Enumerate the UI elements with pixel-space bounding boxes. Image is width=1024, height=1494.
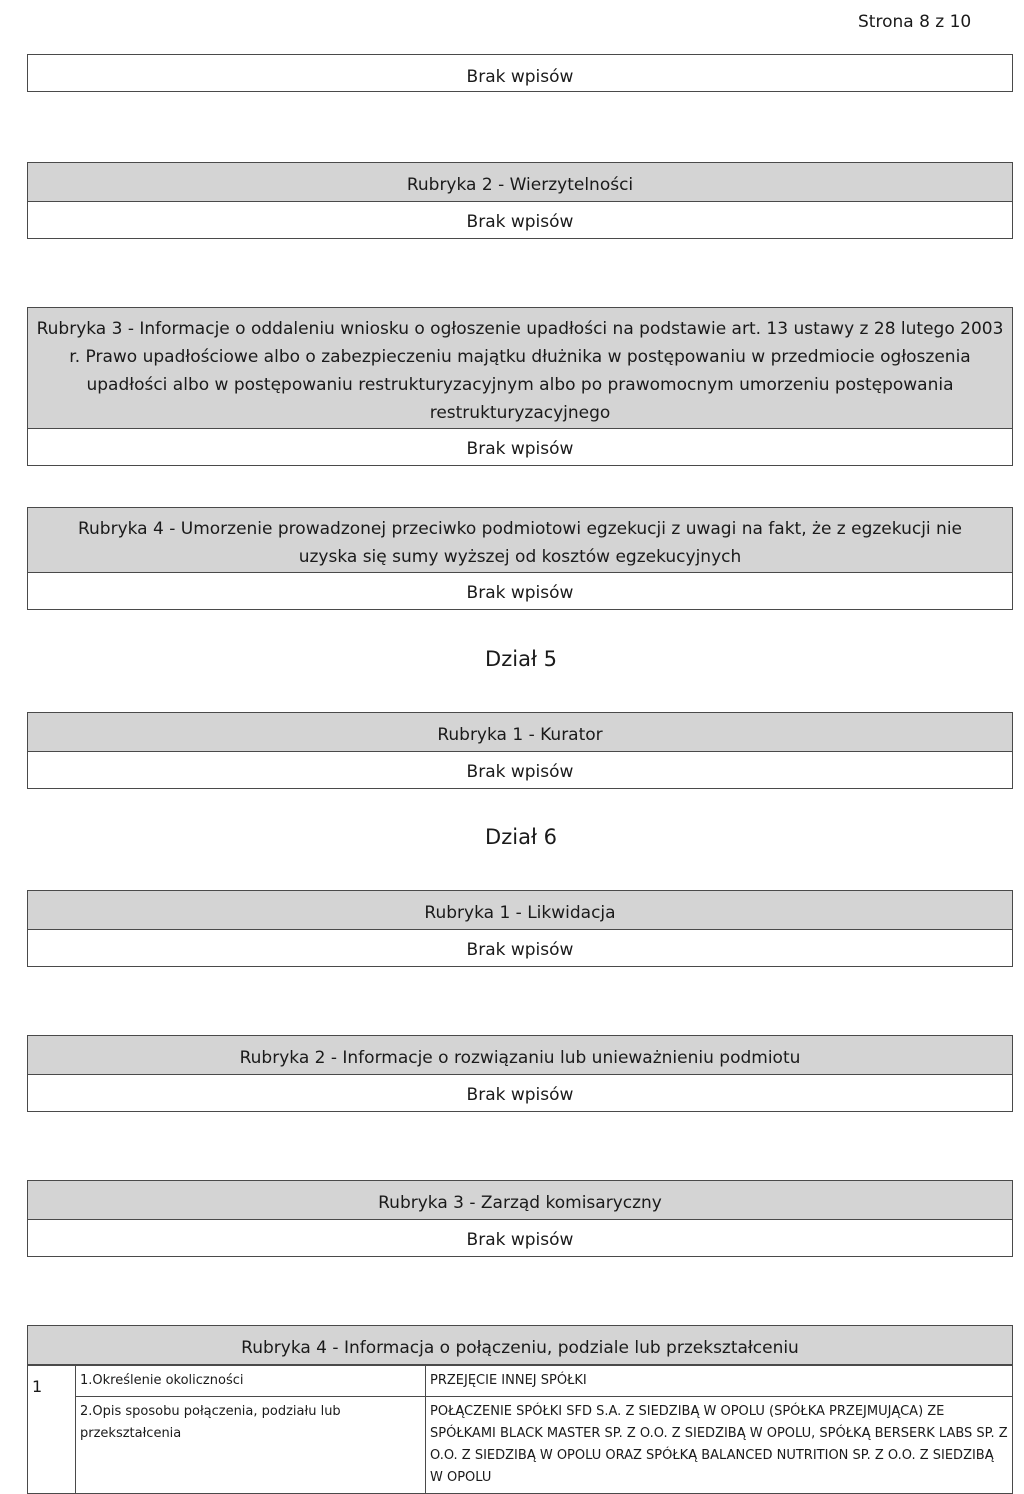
empty-label: Brak wpisów xyxy=(466,67,574,87)
section-header: Rubryka 1 - Kurator xyxy=(28,713,1012,752)
table-row xyxy=(28,1397,1012,1494)
table-row xyxy=(28,1366,1012,1397)
section-header: Rubryka 4 - Informacja o połączeniu, podziale lub przekształceniu xyxy=(28,1326,1012,1365)
field-label: 1.Określenie okoliczności xyxy=(76,1366,426,1397)
section-zarzad-komisaryczny xyxy=(27,1180,1013,1257)
empty-label: Brak wpisów xyxy=(466,1085,574,1105)
empty-label: Brak wpisów xyxy=(466,212,574,232)
section-polaczenie xyxy=(27,1325,1013,1494)
empty-entry-box xyxy=(27,54,1013,92)
empty-label: Brak wpisów xyxy=(466,583,574,603)
section-oddalenie-wniosku xyxy=(27,307,1013,466)
field-value: POŁĄCZENIE SPÓŁKI SFD S.A. Z SIEDZIBĄ W OPOLU (SPÓŁKA PRZEJMUJĄCA) ZE SPÓŁKAMI BLACK MASTER SP. Z O.O. Z SIEDZIBĄ W OPOLU, SPÓŁKĄ BERSERK LABS SP. Z O.O. Z SIEDZIBĄ W OPOLU ORAZ SPÓŁKĄ BALANCED NUTRITION SP. Z O.O. Z SIEDZIBĄ W OPOLU xyxy=(426,1397,1013,1494)
page-number: Strona 8 z 10 xyxy=(858,12,972,32)
empty-label: Brak wpisów xyxy=(466,940,574,960)
entry-number: 1 xyxy=(28,1366,76,1494)
section-header: Rubryka 3 - Informacje o oddaleniu wniosku o ogłoszenie upadłości na podstawie art. 13 ustawy z 28 lutego 2003 r. Prawo upadłościowe albo o zabezpieczeniu majątku dłużnika w postępowaniu w przedmiocie ogłoszenia upadłości albo w postępowaniu restrukturyzacyjnym albo po prawomocnym umorzeniu postępowania restrukturyzacyjnego xyxy=(28,308,1012,429)
empty-label: Brak wpisów xyxy=(466,439,574,459)
dzial-6-heading: Dział 6 xyxy=(485,825,557,849)
empty-label: Brak wpisów xyxy=(466,762,574,782)
merger-table xyxy=(28,1365,1012,1494)
dzial-5-heading: Dział 5 xyxy=(485,647,557,671)
section-header: Rubryka 2 - Informacje o rozwiązaniu lub unieważnieniu podmiotu xyxy=(28,1036,1012,1075)
section-rozwiazanie xyxy=(27,1035,1013,1112)
field-label: 2.Opis sposobu połączenia, podziału lub przekształcenia xyxy=(76,1397,426,1494)
section-wierzytelnosci xyxy=(27,162,1013,239)
empty-label: Brak wpisów xyxy=(466,1230,574,1250)
section-kurator xyxy=(27,712,1013,789)
section-header: Rubryka 2 - Wierzytelności xyxy=(28,163,1012,202)
section-header: Rubryka 3 - Zarząd komisaryczny xyxy=(28,1181,1012,1220)
section-umorzenie-egzekucji xyxy=(27,507,1013,610)
section-header: Rubryka 4 - Umorzenie prowadzonej przeciwko podmiotowi egzekucji z uwagi na fakt, że z egzekucji nie uzyska się sumy wyższej od kosztów egzekucyjnych xyxy=(28,508,1012,573)
field-value: PRZEJĘCIE INNEJ SPÓŁKI xyxy=(426,1366,1013,1397)
section-likwidacja xyxy=(27,890,1013,967)
section-header: Rubryka 1 - Likwidacja xyxy=(28,891,1012,930)
